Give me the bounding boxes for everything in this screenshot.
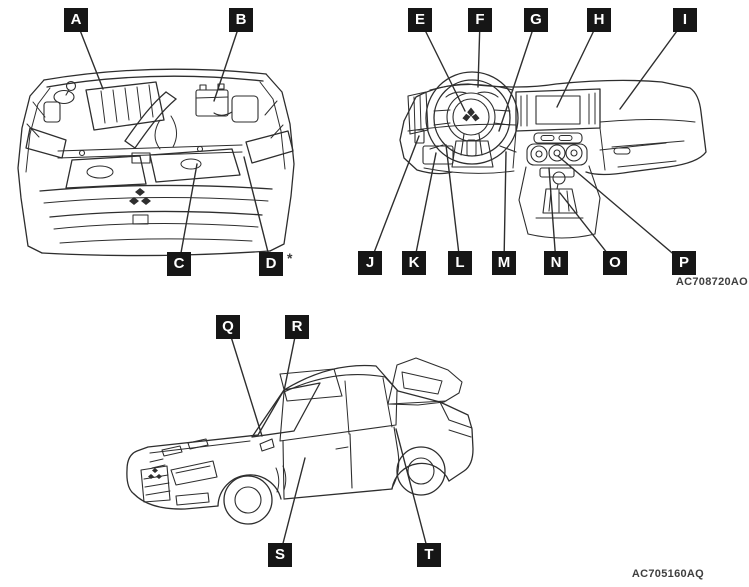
callout-T: T bbox=[417, 543, 441, 567]
callout-B: B bbox=[229, 8, 253, 32]
callout-N: N bbox=[544, 251, 568, 275]
callout-I: I bbox=[673, 8, 697, 32]
callout-Q: Q bbox=[216, 315, 240, 339]
callout-S: S bbox=[268, 543, 292, 567]
figure-code-vehicle-exterior: AC705160AQ bbox=[631, 568, 704, 580]
callout-C: C bbox=[167, 252, 191, 276]
callout-G: G bbox=[524, 8, 548, 32]
callout-A: A bbox=[64, 8, 88, 32]
callout-R: R bbox=[285, 315, 309, 339]
callout-F: F bbox=[468, 8, 492, 32]
callout-H: H bbox=[587, 8, 611, 32]
callout-D: D bbox=[259, 252, 283, 276]
callout-K: K bbox=[402, 251, 426, 275]
callout-P: P bbox=[672, 251, 696, 275]
callout-E: E bbox=[408, 8, 432, 32]
callout-M: M bbox=[492, 251, 516, 275]
figure-code-instrument-panel: AC708720AO bbox=[675, 276, 748, 288]
callout-J: J bbox=[358, 251, 382, 275]
callout-D-footnote-marker: * bbox=[287, 250, 293, 266]
callout-L: L bbox=[448, 251, 472, 275]
callout-O: O bbox=[603, 251, 627, 275]
